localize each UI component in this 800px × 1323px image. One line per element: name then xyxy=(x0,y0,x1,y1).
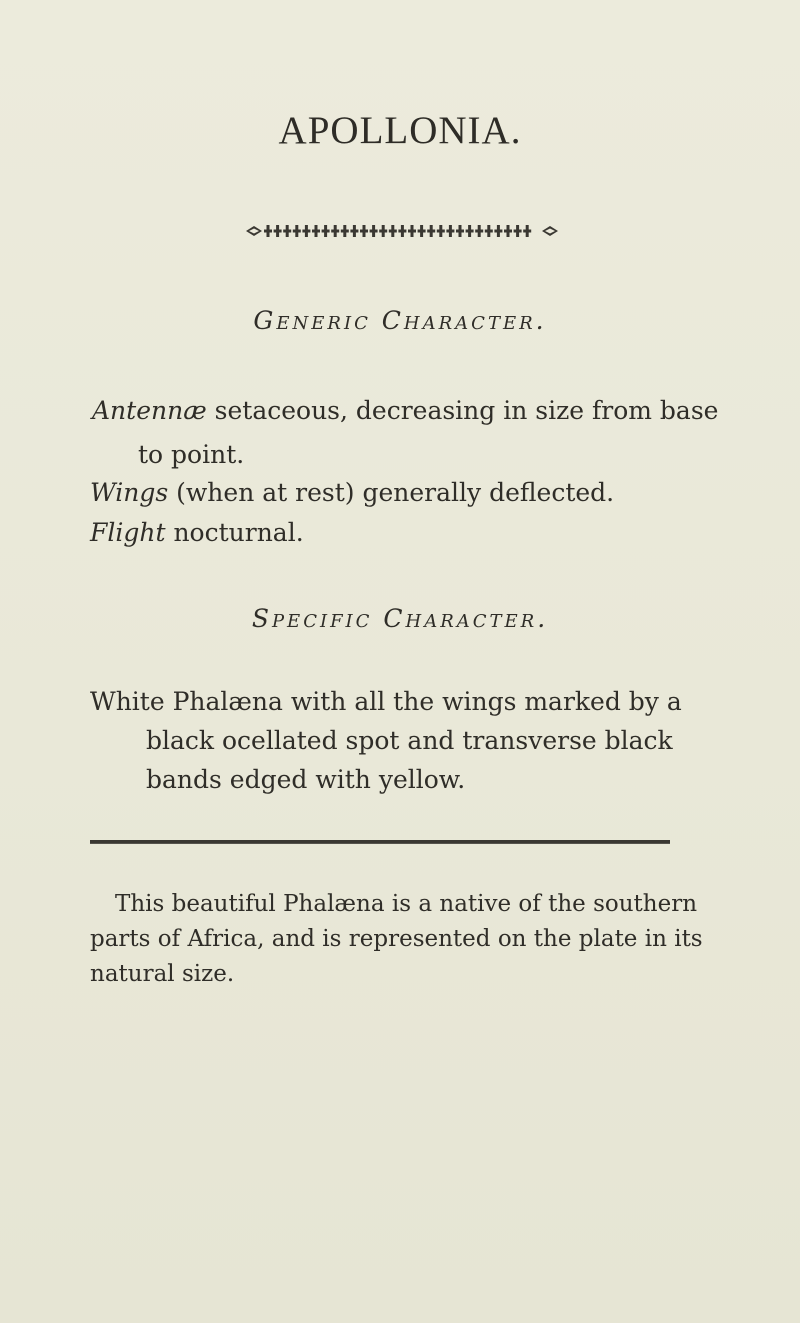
wings-description: (when at rest) generally deflected. xyxy=(176,478,615,507)
antennae-line xyxy=(92,396,718,425)
horizontal-rule xyxy=(90,840,670,844)
flight-description: nocturnal. xyxy=(173,518,304,547)
specific-description-line: bands edged with yellow. xyxy=(146,765,466,794)
specific-character-heading: Specific Character. xyxy=(251,604,549,633)
ornamental-divider xyxy=(246,222,558,240)
antennae-line-continued: to point. xyxy=(138,440,245,469)
antennae-term: Antennæ xyxy=(92,396,207,425)
antennae-description: setaceous, decreasing in size from base xyxy=(214,396,719,425)
page-title: APOLLONIA. xyxy=(278,109,522,152)
flight-term: Flight xyxy=(90,518,166,547)
flight-line xyxy=(90,518,304,547)
note-line: This beautiful Phalæna is a native of the southern xyxy=(115,891,698,917)
wings-line xyxy=(90,478,614,507)
specific-description-line: White Phalæna with all the wings marked by a xyxy=(90,687,682,716)
note-line: natural size. xyxy=(90,961,235,987)
generic-character-heading: Generic Character. xyxy=(253,306,547,335)
specific-description-line: black ocellated spot and transverse black xyxy=(146,726,673,755)
wings-term: Wings xyxy=(90,478,169,507)
note-line: parts of Africa, and is represented on the plate in its xyxy=(90,926,703,952)
